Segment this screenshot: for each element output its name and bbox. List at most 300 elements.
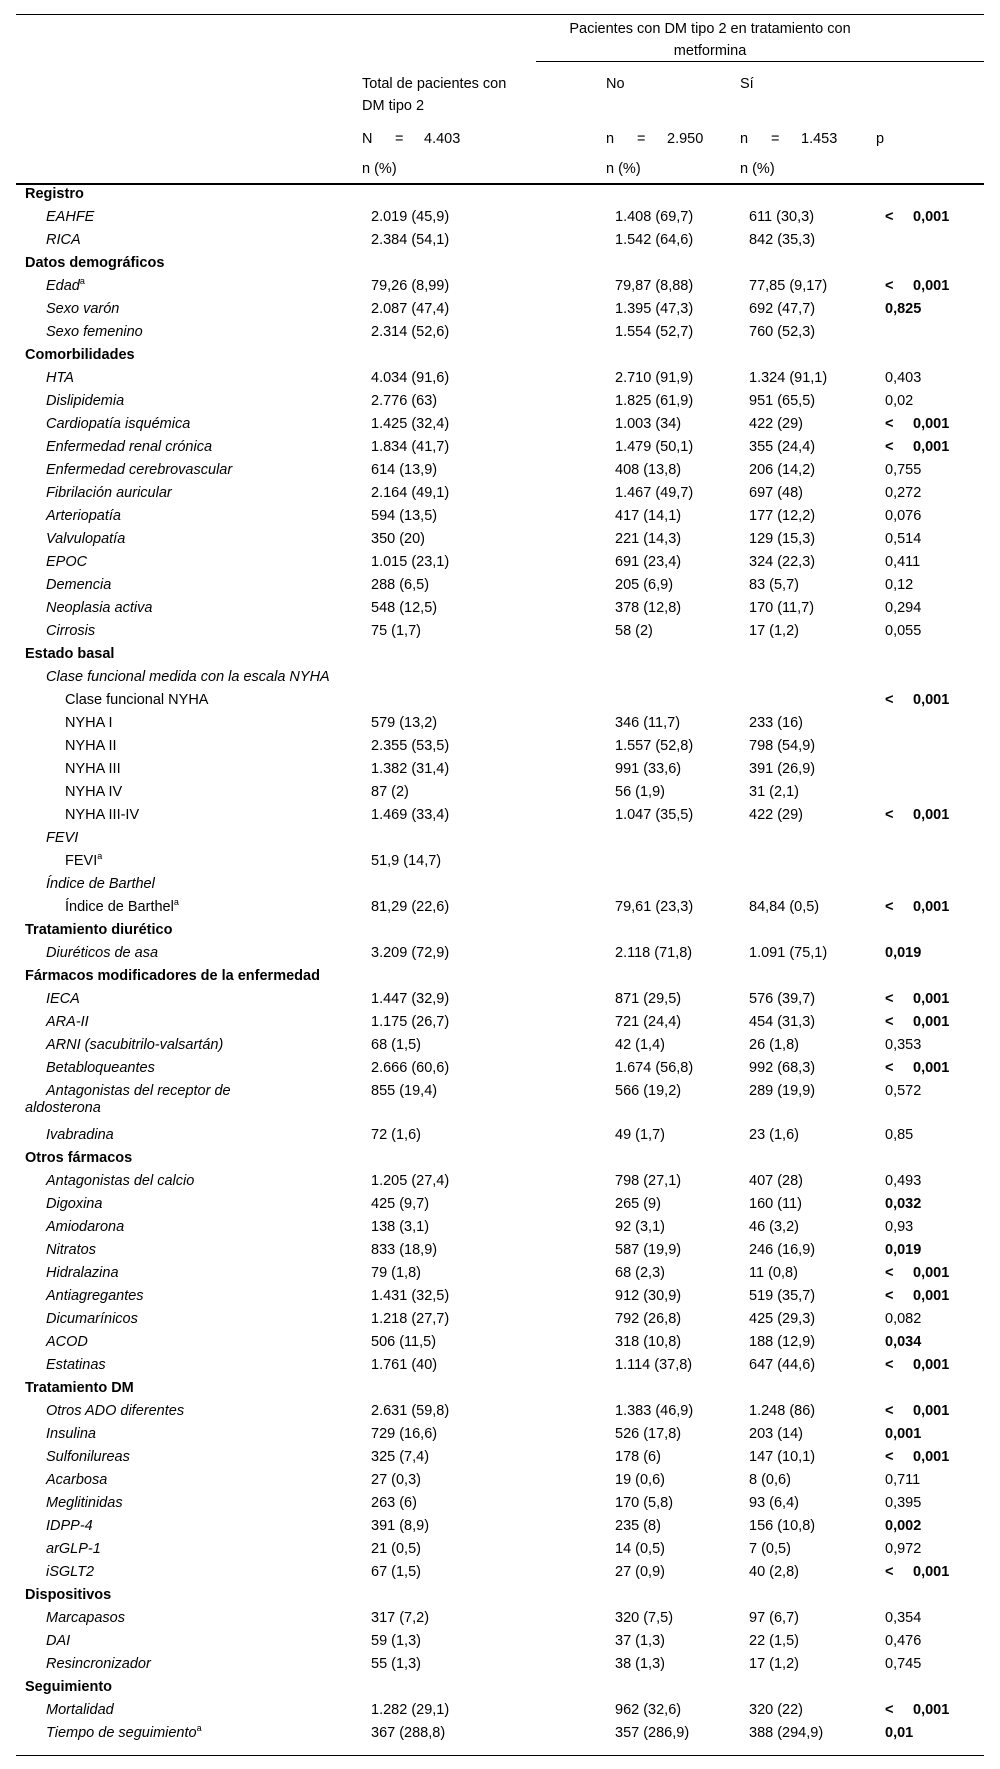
row-label-text: Comorbilidades [25, 347, 135, 363]
value-si: 324 (22,3) [749, 554, 816, 570]
row-label-text: Meglitinidas [46, 1495, 123, 1511]
row-label [16, 991, 371, 1014]
value-no [615, 1679, 749, 1702]
p-value-text: 0,93 [885, 1219, 914, 1235]
value-total: 27 (0,3) [371, 1472, 421, 1488]
row-label [16, 715, 371, 738]
p-value [885, 255, 993, 278]
value-no: 205 (6,9) [615, 577, 674, 593]
table-row [16, 1541, 993, 1564]
row-label [16, 853, 371, 876]
n-no-eq: = [637, 131, 646, 147]
p-value-text: 0,12 [885, 577, 914, 593]
p-value [885, 485, 993, 508]
row-label-text: EPOC [46, 554, 88, 570]
value-no: 170 (5,8) [615, 1495, 674, 1511]
row-label [16, 232, 371, 255]
table-row [16, 439, 993, 462]
row-label [16, 830, 371, 853]
p-value [885, 278, 993, 301]
value-total: 67 (1,5) [371, 1564, 421, 1580]
row-label-text: Seguimiento [25, 1679, 113, 1695]
value-total: 2.355 (53,5) [371, 738, 450, 754]
table-row [16, 1196, 993, 1219]
value-si: 576 (39,7) [749, 991, 816, 1007]
p-value-text: 0,476 [885, 1633, 922, 1649]
value-total [371, 646, 615, 669]
p-value-text: 0,001 [913, 1449, 950, 1465]
n-no-value: 2.950 [667, 131, 704, 147]
less-than-sign: < [885, 439, 894, 455]
p-value-text: 0,354 [885, 1610, 922, 1626]
table-row [16, 715, 993, 738]
row-label [16, 1587, 371, 1610]
value-total [371, 1587, 615, 1610]
table-row [16, 1242, 993, 1265]
value-si: 17 (1,2) [749, 1656, 799, 1672]
table-row [16, 462, 993, 485]
unit-no: n (%) [606, 161, 641, 177]
value-si: 798 (54,9) [749, 738, 816, 754]
value-no [615, 1150, 749, 1173]
p-value [885, 1083, 993, 1127]
value-si: 407 (28) [749, 1173, 804, 1189]
value-total: 317 (7,2) [371, 1610, 430, 1626]
value-no: 27 (0,9) [615, 1564, 665, 1580]
table-row [16, 1564, 993, 1587]
p-value-text: 0,514 [885, 531, 922, 547]
value-si: 7 (0,5) [749, 1541, 791, 1557]
row-label [16, 1633, 371, 1656]
row-label-text: Sexo femenino [46, 324, 143, 340]
value-no: 92 (3,1) [615, 1219, 665, 1235]
p-value [885, 1150, 993, 1173]
row-label [16, 508, 371, 531]
row-label [16, 393, 371, 416]
less-than-sign: < [885, 899, 894, 915]
value-total: 1.382 (31,4) [371, 761, 450, 777]
p-value-text: 0,019 [885, 1242, 922, 1258]
row-label [16, 439, 371, 462]
row-label-text: Cardiopatía isquémica [46, 416, 191, 432]
p-value-text: 0,272 [885, 485, 922, 501]
value-total: 1.218 (27,7) [371, 1311, 450, 1327]
p-value [885, 646, 993, 669]
value-total: 79,26 (8,99) [371, 278, 450, 294]
value-si [749, 853, 885, 876]
less-than-sign: < [885, 1357, 894, 1373]
table-row [16, 1702, 993, 1725]
row-label [16, 531, 371, 554]
n-si-label: n [740, 131, 749, 147]
row-label [16, 1173, 371, 1196]
row-label [16, 738, 371, 761]
value-total: 75 (1,7) [371, 623, 421, 639]
value-si: 97 (6,7) [749, 1610, 799, 1626]
row-label-text: Dislipidemia [46, 393, 125, 409]
row-label [16, 1518, 371, 1541]
p-value [885, 1380, 993, 1403]
row-label [16, 186, 371, 209]
p-value [885, 876, 993, 899]
row-label-text: NYHA III-IV [65, 807, 140, 823]
p-value [885, 186, 993, 209]
value-total [371, 1679, 615, 1702]
value-no: 1.003 (34) [615, 416, 682, 432]
row-label-text: Registro [25, 186, 84, 202]
row-label [16, 1495, 371, 1518]
less-than-sign: < [885, 1449, 894, 1465]
row-label-text: Valvulopatía [46, 531, 126, 547]
value-no [615, 830, 749, 853]
row-label [16, 554, 371, 577]
col-header-no: No [606, 76, 625, 92]
p-value [885, 945, 993, 968]
table-row [16, 600, 993, 623]
value-total: 79 (1,8) [371, 1265, 421, 1281]
value-total: 1.282 (29,1) [371, 1702, 450, 1718]
row-label-text: NYHA II [65, 738, 117, 754]
value-no [615, 646, 749, 669]
value-total: 4.034 (91,6) [371, 370, 450, 386]
value-no [615, 922, 749, 945]
p-value [885, 232, 993, 255]
row-label-line-2: aldosterona [25, 1100, 101, 1116]
row-label [16, 1265, 371, 1288]
row-label-text: Nitratos [46, 1242, 96, 1258]
value-total: 367 (288,8) [371, 1725, 446, 1741]
p-value [885, 807, 993, 830]
value-total: 506 (11,5) [371, 1334, 437, 1350]
header-rule [16, 183, 984, 185]
row-label-text: HTA [46, 370, 74, 386]
row-label-line-1: Antagonistas del receptor de [46, 1083, 231, 1099]
top-rule [16, 14, 984, 15]
row-label [16, 1725, 371, 1748]
value-no: 38 (1,3) [615, 1656, 665, 1672]
table-row [16, 1449, 993, 1472]
p-value [885, 370, 993, 393]
p-value [885, 1610, 993, 1633]
footnote-marker: a [173, 897, 179, 907]
row-label [16, 876, 371, 899]
value-si: 206 (14,2) [749, 462, 816, 478]
value-si: 1.248 (86) [749, 1403, 816, 1419]
less-than-sign: < [885, 1014, 894, 1030]
p-value [885, 393, 993, 416]
p-value-text: 0,294 [885, 600, 922, 616]
row-label [16, 1288, 371, 1311]
value-si: 289 (19,9) [749, 1083, 816, 1099]
less-than-sign: < [885, 1265, 894, 1281]
row-label-text: Betabloqueantes [46, 1060, 155, 1076]
n-si-value: 1.453 [801, 131, 838, 147]
value-no: 1.408 (69,7) [615, 209, 694, 225]
value-total [371, 186, 615, 209]
p-value-text: 0,001 [913, 1357, 950, 1373]
p-value-text: 0,001 [913, 1403, 950, 1419]
p-value [885, 922, 993, 945]
value-si [749, 692, 885, 715]
value-si: 611 (30,3) [749, 209, 815, 225]
value-no: 49 (1,7) [615, 1127, 665, 1143]
table-row [16, 945, 993, 968]
row-label-text: Fármacos modificadores de la enfermedad [25, 968, 320, 984]
p-value-text: 0,001 [913, 692, 950, 708]
table-row [16, 209, 993, 232]
row-label-text: Tratamiento diurético [25, 922, 173, 938]
value-si: 425 (29,3) [749, 1311, 816, 1327]
row-label [16, 370, 371, 393]
p-value-text: 0,001 [913, 439, 950, 455]
value-si: 22 (1,5) [749, 1633, 799, 1649]
table-row [16, 784, 993, 807]
table-row [16, 1173, 993, 1196]
p-value [885, 1127, 993, 1150]
table-row [16, 416, 993, 439]
value-no: 378 (12,8) [615, 600, 682, 616]
value-total: 855 (19,4) [371, 1083, 438, 1099]
p-value-text: 0,711 [885, 1472, 921, 1488]
table-row [16, 1288, 993, 1311]
table-row [16, 393, 993, 416]
value-si: 422 (29) [749, 807, 804, 823]
value-no: 417 (14,1) [615, 508, 682, 524]
p-value-text: 0,001 [913, 209, 950, 225]
bottom-rule [16, 1755, 984, 1756]
row-label-text: EAHFE [46, 209, 95, 225]
value-total: 579 (13,2) [371, 715, 438, 731]
value-no: 1.114 (37,8) [615, 1357, 693, 1373]
p-value [885, 853, 993, 876]
table-row [16, 1265, 993, 1288]
table-row [16, 623, 993, 646]
value-si: 692 (47,7) [749, 301, 816, 317]
p-value [885, 347, 993, 370]
value-no: 991 (33,6) [615, 761, 682, 777]
value-si: 842 (35,3) [749, 232, 816, 248]
n-no-label: n [606, 131, 615, 147]
p-value-text: 0,001 [913, 991, 950, 1007]
row-label-text: Tiempo de seguimiento [46, 1725, 197, 1741]
value-total: 1.425 (32,4) [371, 416, 450, 432]
value-si: 1.091 (75,1) [749, 945, 828, 961]
table-row [16, 1357, 993, 1380]
p-value [885, 1060, 993, 1083]
value-no [615, 692, 749, 715]
n-total-eq: = [395, 131, 404, 147]
p-value-text: 0,001 [913, 1564, 950, 1580]
table-row [16, 278, 993, 301]
value-total: 1.431 (32,5) [371, 1288, 450, 1304]
table-row [16, 830, 993, 853]
row-label [16, 1679, 371, 1702]
value-total: 55 (1,3) [371, 1656, 421, 1672]
row-label [16, 669, 371, 692]
value-si: 23 (1,6) [749, 1127, 799, 1143]
value-no: 68 (2,3) [615, 1265, 665, 1281]
p-value [885, 1242, 993, 1265]
value-no: 178 (6) [615, 1449, 661, 1465]
footnote-marker: a [97, 851, 103, 861]
value-total: 263 (6) [371, 1495, 417, 1511]
p-value [885, 1037, 993, 1060]
row-label-text: iSGLT2 [46, 1564, 95, 1580]
value-si: 84,84 (0,5) [749, 899, 820, 915]
value-total: 1.205 (27,4) [371, 1173, 450, 1189]
less-than-sign: < [885, 1288, 894, 1304]
row-label [16, 945, 371, 968]
value-no: 19 (0,6) [615, 1472, 665, 1488]
row-label-text: Antiagregantes [46, 1288, 144, 1304]
value-si [749, 922, 885, 945]
value-no: 318 (10,8) [615, 1334, 682, 1350]
value-si: 422 (29) [749, 416, 804, 432]
value-si: 8 (0,6) [749, 1472, 791, 1488]
value-si: 454 (31,3) [749, 1014, 816, 1030]
n-total-label: N [362, 131, 373, 147]
table-row [16, 1633, 993, 1656]
row-label [16, 1472, 371, 1495]
value-no: 1.479 (50,1) [615, 439, 694, 455]
row-label-text: NYHA I [65, 715, 113, 731]
p-value-text: 0,745 [885, 1656, 922, 1672]
value-total: 1.469 (33,4) [371, 807, 450, 823]
table-row [16, 301, 993, 324]
less-than-sign: < [885, 209, 894, 225]
value-total: 2.019 (45,9) [371, 209, 450, 225]
row-label-text: Otros fármacos [25, 1150, 133, 1166]
row-label-text: NYHA III [65, 761, 121, 777]
row-label-text: FEVI [46, 830, 79, 846]
table-row [16, 1426, 993, 1449]
p-value [885, 1311, 993, 1334]
row-label [16, 899, 371, 922]
value-total: 1.015 (23,1) [371, 554, 450, 570]
row-label [16, 1334, 371, 1357]
section-row [16, 255, 993, 278]
value-total: 21 (0,5) [371, 1541, 421, 1557]
less-than-sign: < [885, 416, 894, 432]
value-si: 83 (5,7) [749, 577, 799, 593]
row-label-text: Dicumarínicos [46, 1311, 138, 1327]
table-row [16, 531, 993, 554]
col-header-total: Total de pacientes con DM tipo 2 [362, 76, 507, 114]
row-label [16, 1196, 371, 1219]
p-value [885, 1495, 993, 1518]
p-value-text: 0,082 [885, 1311, 922, 1327]
value-no: 357 (286,9) [615, 1725, 690, 1741]
value-total [371, 692, 615, 715]
row-label [16, 692, 371, 715]
value-total: 87 (2) [371, 784, 409, 800]
value-si [749, 347, 885, 370]
p-value [885, 462, 993, 485]
value-no [615, 1587, 749, 1610]
table-row [16, 508, 993, 531]
row-label-text: DAI [46, 1633, 71, 1649]
unit-total: n (%) [362, 161, 397, 177]
p-value [885, 1633, 993, 1656]
value-si: 156 (10,8) [749, 1518, 816, 1534]
value-no: 1.825 (61,9) [615, 393, 694, 409]
row-label [16, 1656, 371, 1679]
row-label [16, 1083, 371, 1127]
value-total [371, 830, 615, 853]
row-label-text: Estado basal [25, 646, 115, 662]
p-value [885, 1426, 993, 1449]
row-label-text: Hidralazina [46, 1265, 119, 1281]
value-total: 288 (6,5) [371, 577, 430, 593]
value-no: 691 (23,4) [615, 554, 682, 570]
p-value-text: 0,85 [885, 1127, 914, 1143]
value-total: 2.666 (60,6) [371, 1060, 450, 1076]
row-label [16, 1037, 371, 1060]
group-rule [536, 61, 984, 62]
value-no: 37 (1,3) [615, 1633, 665, 1649]
row-label [16, 1380, 371, 1403]
table-row [16, 1334, 993, 1357]
group-header: Pacientes con DM tipo 2 en tratamiento con metformina [569, 21, 851, 59]
section-row [16, 186, 993, 209]
value-no: 871 (29,5) [615, 991, 682, 1007]
footnote-marker: a [79, 276, 85, 286]
value-no: 721 (24,4) [615, 1014, 682, 1030]
row-label-text: Datos demográficos [25, 255, 165, 271]
value-total: 59 (1,3) [371, 1633, 421, 1649]
value-si: 391 (26,9) [749, 761, 816, 777]
p-value [885, 531, 993, 554]
value-si: 129 (15,3) [749, 531, 816, 547]
p-value-text: 0,972 [885, 1541, 922, 1557]
value-no: 792 (26,8) [615, 1311, 682, 1327]
data-table [16, 186, 993, 1748]
p-value-text: 0,01 [885, 1725, 914, 1741]
p-value-text: 0,055 [885, 623, 922, 639]
less-than-sign: < [885, 1702, 894, 1718]
table-row [16, 807, 993, 830]
row-label-text: Dispositivos [25, 1587, 112, 1603]
row-label-text: Cirrosis [46, 623, 96, 639]
row-label [16, 1219, 371, 1242]
value-total: 729 (16,6) [371, 1426, 438, 1442]
value-si: 355 (24,4) [749, 439, 816, 455]
value-si: 760 (52,3) [749, 324, 816, 340]
value-no [615, 347, 749, 370]
p-value-text: 0,411 [885, 554, 921, 570]
unit-si: n (%) [740, 161, 775, 177]
value-total [371, 255, 615, 278]
value-no: 1.557 (52,8) [615, 738, 694, 754]
p-value-text: 0,001 [913, 1288, 950, 1304]
section-row [16, 347, 993, 370]
value-no: 1.542 (64,6) [615, 232, 694, 248]
value-si: 147 (10,1) [749, 1449, 816, 1465]
row-label-text: Resincronizador [46, 1656, 151, 1672]
p-value-text: 0,019 [885, 945, 922, 961]
p-value-text: 0,001 [913, 807, 950, 823]
row-label-text: Demencia [46, 577, 112, 593]
table-row [16, 991, 993, 1014]
value-total: 3.209 (72,9) [371, 945, 450, 961]
value-total: 2.087 (47,4) [371, 301, 450, 317]
value-no: 912 (30,9) [615, 1288, 682, 1304]
row-label-text: Índice de Barthel [46, 876, 155, 892]
p-value [885, 600, 993, 623]
table-row [16, 1725, 993, 1748]
section-row [16, 1150, 993, 1173]
row-label-text: Enfermedad cerebrovascular [46, 462, 233, 478]
